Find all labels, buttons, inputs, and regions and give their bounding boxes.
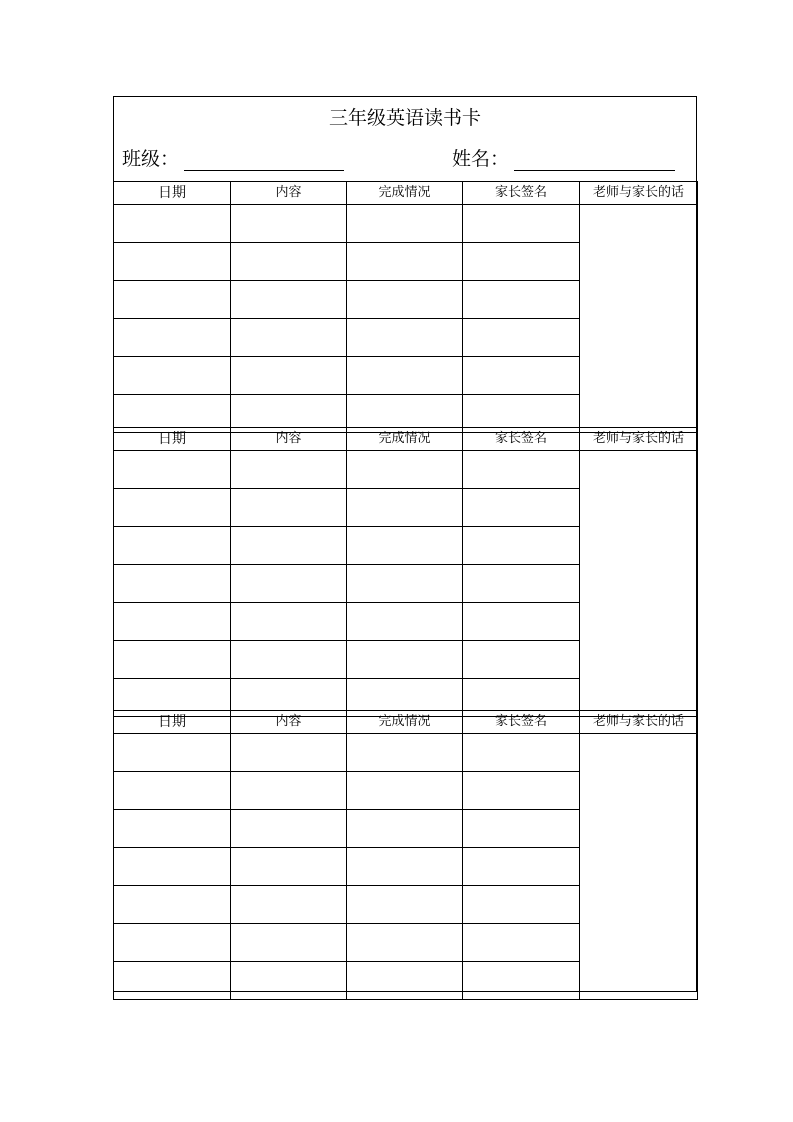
column-header: 老师与家长的话 xyxy=(580,182,698,205)
entry-cell[interactable] xyxy=(347,734,463,772)
comments-cell[interactable] xyxy=(580,451,698,717)
entry-cell[interactable] xyxy=(463,451,580,489)
column-header: 内容 xyxy=(231,428,347,451)
column-header: 日期 xyxy=(114,182,231,205)
entry-cell[interactable] xyxy=(114,924,231,962)
entry-cell[interactable] xyxy=(114,319,231,357)
entry-cell[interactable] xyxy=(463,281,580,319)
entry-cell[interactable] xyxy=(114,641,231,679)
entry-cell[interactable] xyxy=(231,243,347,281)
column-header: 内容 xyxy=(231,711,347,734)
comments-cell[interactable] xyxy=(580,734,698,1000)
entry-cell[interactable] xyxy=(463,319,580,357)
entry-cell[interactable] xyxy=(463,848,580,886)
entry-cell[interactable] xyxy=(463,565,580,603)
entry-cell[interactable] xyxy=(231,962,347,1000)
entry-cell[interactable] xyxy=(463,810,580,848)
entry-cell[interactable] xyxy=(231,357,347,395)
entry-cell[interactable] xyxy=(347,243,463,281)
entry-cell[interactable] xyxy=(463,243,580,281)
entry-cell[interactable] xyxy=(114,527,231,565)
entry-cell[interactable] xyxy=(347,848,463,886)
entry-cell[interactable] xyxy=(347,962,463,1000)
entry-cell[interactable] xyxy=(463,357,580,395)
entry-cell[interactable] xyxy=(114,810,231,848)
entry-cell[interactable] xyxy=(114,243,231,281)
column-header: 完成情况 xyxy=(347,711,463,734)
entry-cell[interactable] xyxy=(347,565,463,603)
table-row xyxy=(114,205,698,243)
entry-cell[interactable] xyxy=(463,527,580,565)
entry-cell[interactable] xyxy=(347,641,463,679)
entry-cell[interactable] xyxy=(231,886,347,924)
entry-cell[interactable] xyxy=(463,489,580,527)
entry-cell[interactable] xyxy=(231,205,347,243)
table-row xyxy=(114,734,698,772)
entry-cell[interactable] xyxy=(347,772,463,810)
entry-cell[interactable] xyxy=(114,205,231,243)
table-row xyxy=(114,451,698,489)
entry-cell[interactable] xyxy=(347,603,463,641)
table-header-row xyxy=(114,428,698,451)
entry-cell[interactable] xyxy=(114,772,231,810)
column-header: 内容 xyxy=(231,182,347,205)
entry-cell[interactable] xyxy=(231,848,347,886)
log-table-3 xyxy=(113,710,698,1000)
entry-cell[interactable] xyxy=(114,848,231,886)
class-blank-line[interactable] xyxy=(184,170,344,171)
entry-cell[interactable] xyxy=(463,734,580,772)
column-header: 家长签名 xyxy=(463,428,580,451)
table-header-row xyxy=(114,182,698,205)
entry-cell[interactable] xyxy=(231,924,347,962)
entry-cell[interactable] xyxy=(347,527,463,565)
entry-cell[interactable] xyxy=(231,603,347,641)
entry-cell[interactable] xyxy=(347,886,463,924)
column-header: 日期 xyxy=(114,711,231,734)
entry-cell[interactable] xyxy=(114,489,231,527)
comments-cell[interactable] xyxy=(580,205,698,433)
entry-cell[interactable] xyxy=(347,810,463,848)
entry-cell[interactable] xyxy=(463,962,580,1000)
entry-cell[interactable] xyxy=(114,962,231,1000)
entry-cell[interactable] xyxy=(231,565,347,603)
card-title: 三年级英语读书卡 xyxy=(328,107,481,129)
column-header: 家长签名 xyxy=(463,711,580,734)
entry-cell[interactable] xyxy=(463,772,580,810)
entry-cell[interactable] xyxy=(114,357,231,395)
column-header: 完成情况 xyxy=(347,428,463,451)
name-blank-line[interactable] xyxy=(514,170,675,171)
entry-cell[interactable] xyxy=(347,319,463,357)
column-header: 完成情况 xyxy=(347,182,463,205)
entry-cell[interactable] xyxy=(347,357,463,395)
entry-cell[interactable] xyxy=(463,924,580,962)
log-table-2 xyxy=(113,427,698,717)
entry-cell[interactable] xyxy=(231,489,347,527)
entry-cell[interactable] xyxy=(114,565,231,603)
entry-cell[interactable] xyxy=(114,886,231,924)
column-header: 老师与家长的话 xyxy=(580,711,698,734)
entry-cell[interactable] xyxy=(231,527,347,565)
entry-cell[interactable] xyxy=(347,205,463,243)
entry-cell[interactable] xyxy=(114,734,231,772)
entry-cell[interactable] xyxy=(231,281,347,319)
entry-cell[interactable] xyxy=(114,603,231,641)
entry-cell[interactable] xyxy=(463,641,580,679)
log-table-1 xyxy=(113,181,698,433)
name-label: 姓名： xyxy=(452,148,510,170)
entry-cell[interactable] xyxy=(463,603,580,641)
entry-cell[interactable] xyxy=(347,281,463,319)
entry-cell[interactable] xyxy=(231,734,347,772)
entry-cell[interactable] xyxy=(347,489,463,527)
entry-cell[interactable] xyxy=(114,281,231,319)
entry-cell[interactable] xyxy=(347,924,463,962)
table-header-row xyxy=(114,711,698,734)
column-header: 家长签名 xyxy=(463,182,580,205)
column-header: 老师与家长的话 xyxy=(580,428,698,451)
entry-cell[interactable] xyxy=(231,810,347,848)
entry-cell[interactable] xyxy=(231,772,347,810)
entry-cell[interactable] xyxy=(231,641,347,679)
reading-card xyxy=(113,96,697,992)
entry-cell[interactable] xyxy=(347,451,463,489)
entry-cell[interactable] xyxy=(231,319,347,357)
entry-cell[interactable] xyxy=(463,886,580,924)
class-label: 班级： xyxy=(122,148,180,170)
column-header: 日期 xyxy=(114,428,231,451)
entry-cell[interactable] xyxy=(463,205,580,243)
entry-cell[interactable] xyxy=(231,451,347,489)
entry-cell[interactable] xyxy=(114,451,231,489)
